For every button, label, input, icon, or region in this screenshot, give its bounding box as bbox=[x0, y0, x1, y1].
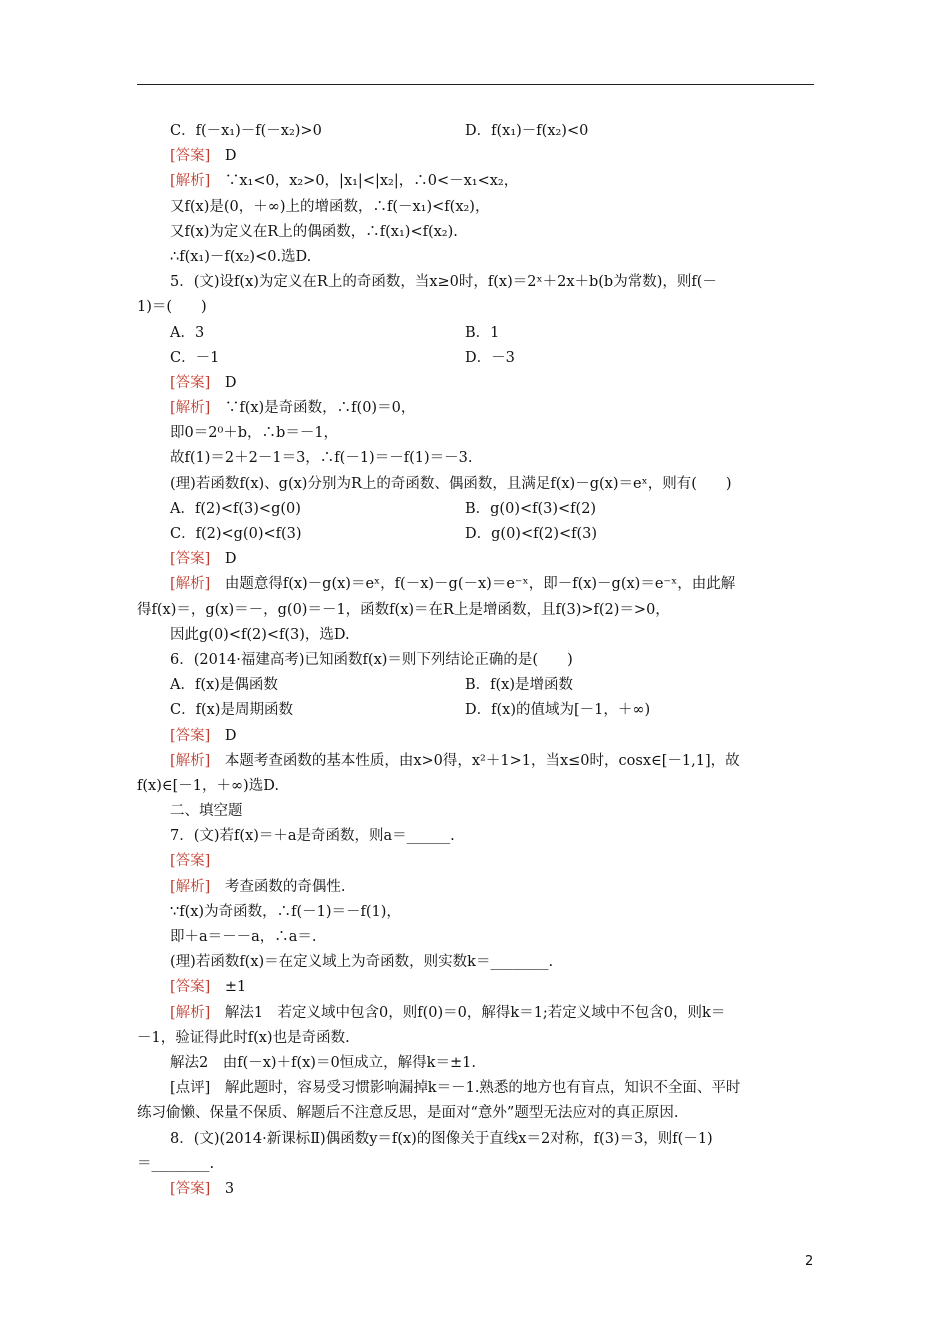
option-right: D．g(0)<f(2)<f(3) bbox=[465, 526, 598, 542]
section-tag: [解析] bbox=[170, 878, 211, 895]
header-rule bbox=[137, 84, 814, 85]
line-text: 得f(x)＝，g(x)＝－，g(0)＝－1，函数f(x)＝在R上是增函数，且f(3)>f(2)＝>0， bbox=[137, 601, 670, 618]
text-line bbox=[0, 270, 950, 295]
text-line bbox=[0, 421, 950, 446]
text-line bbox=[0, 169, 950, 194]
text-line bbox=[0, 1076, 950, 1101]
option-left: A．f(2)<f(3)<g(0) bbox=[170, 500, 301, 517]
option-right: D．f(x)的值域为[－1，＋∞) bbox=[465, 702, 651, 719]
option-left: A．3 bbox=[170, 324, 205, 341]
option-left: C．f(2)<g(0)<f(3) bbox=[170, 526, 302, 542]
line-text: 7．(文)若f(x)＝＋a是奇函数，则a＝______. bbox=[170, 828, 455, 845]
line-text: 又f(x)为定义在R上的偶函数，∴f(x₁)<f(x₂). bbox=[170, 223, 458, 240]
section-tag: [答案] bbox=[170, 374, 211, 391]
section-tag: [解析] bbox=[170, 400, 211, 417]
section-tag: [答案] bbox=[170, 979, 211, 996]
text-line bbox=[0, 472, 950, 497]
section-tag: [答案] bbox=[170, 148, 211, 165]
line-text: 故f(1)＝2＋2－1＝3，∴f(－1)＝－f(1)＝－3. bbox=[170, 450, 473, 467]
option-left: C．f(x)是周期函数 bbox=[170, 702, 293, 719]
text-line bbox=[0, 396, 950, 421]
line-text: D bbox=[210, 374, 237, 391]
line-text: 二、填空题 bbox=[170, 803, 243, 820]
line-text: ＝________. bbox=[137, 1155, 215, 1172]
section-tag: [解析] bbox=[170, 752, 211, 769]
option-right: B．g(0)<f(3)<f(2) bbox=[465, 500, 597, 517]
text-line bbox=[0, 1177, 950, 1202]
line-text: ∵f(x)是奇函数，∴f(0)＝0， bbox=[210, 400, 416, 417]
text-line bbox=[0, 497, 950, 522]
line-text: ∴f(x₁)－f(x₂)<0.选D. bbox=[170, 248, 312, 265]
line-text: [点评] 解此题时，容易受习惯影响漏掉k＝－1.熟悉的地方也有盲点，知识不全面、平时 bbox=[170, 1080, 741, 1097]
text-line bbox=[0, 849, 950, 874]
text-line bbox=[0, 547, 950, 572]
line-text: 解法2 由f(－x)＋f(x)＝0恒成立，解得k＝±1. bbox=[170, 1054, 476, 1071]
line-text: 因此g(0)<f(2)<f(3)，选D. bbox=[170, 626, 350, 643]
page-number: 2 bbox=[805, 1254, 814, 1269]
text-line bbox=[0, 119, 950, 144]
text-line bbox=[0, 1001, 950, 1026]
text-line bbox=[0, 321, 950, 346]
text-line bbox=[0, 900, 950, 925]
text-line bbox=[0, 144, 950, 169]
line-text: ∵x₁<0，x₂>0，|x₁|<|x₂|，∴0<－x₁<x₂， bbox=[210, 173, 519, 190]
text-line bbox=[0, 572, 950, 597]
line-text: 解法1 若定义域中包含0，则f(0)＝0，解得k＝1;若定义域中不包含0，则k＝ bbox=[210, 1004, 726, 1021]
line-text: 8．(文)(2014·新课标Ⅱ)偶函数y＝f(x)的图像关于直线x＝2对称，f(3)＝3，则f(－1) bbox=[170, 1130, 713, 1147]
document-body bbox=[0, 119, 950, 1202]
section-tag: [解析] bbox=[170, 1004, 211, 1021]
section-tag: [答案] bbox=[170, 853, 211, 870]
option-left: C．－1 bbox=[170, 349, 220, 366]
option-left: A．f(x)是偶函数 bbox=[170, 677, 278, 694]
option-right: B．1 bbox=[465, 324, 500, 341]
section-tag: [答案] bbox=[170, 727, 211, 744]
text-line bbox=[0, 1051, 950, 1076]
text-line bbox=[0, 925, 950, 950]
line-text: 即0＝2⁰＋b，∴b＝－1， bbox=[170, 425, 339, 442]
text-line bbox=[0, 749, 950, 774]
text-line bbox=[0, 598, 950, 623]
text-line bbox=[0, 220, 950, 245]
text-line bbox=[0, 1152, 950, 1177]
text-line bbox=[0, 195, 950, 220]
line-text: 3 bbox=[210, 1180, 235, 1197]
line-text: 5．(文)设f(x)为定义在R上的奇函数，当x≥0时，f(x)＝2ˣ＋2x＋b(b为常数)，则f(－ bbox=[170, 274, 717, 291]
line-text: (理)若函数f(x)＝在定义域上为奇函数，则实数k＝________. bbox=[170, 954, 554, 971]
text-line bbox=[0, 1127, 950, 1152]
line-text: 练习偷懒、保量不保质、解题后不注意反思，是面对“意外”题型无法应对的真正原因. bbox=[137, 1105, 679, 1122]
option-right: D．f(x₁)－f(x₂)<0 bbox=[465, 123, 589, 139]
option-right: B．f(x)是增函数 bbox=[465, 677, 574, 694]
text-line bbox=[0, 698, 950, 723]
line-text: －1，验证得此时f(x)也是奇函数. bbox=[137, 1029, 350, 1046]
line-text: (理)若函数f(x)、g(x)分别为R上的奇函数、偶函数，且满足f(x)－g(x)＝eˣ，则有( ) bbox=[170, 475, 732, 492]
text-line bbox=[0, 371, 950, 396]
text-line bbox=[0, 875, 950, 900]
line-text: D bbox=[210, 148, 237, 165]
line-text: 1)＝( ) bbox=[137, 299, 207, 316]
line-text: 由题意得f(x)－g(x)＝eˣ，f(－x)－g(－x)＝e⁻ˣ，即－f(x)－g(x)＝e⁻ˣ，由此解 bbox=[210, 576, 736, 593]
text-line bbox=[0, 623, 950, 648]
text-line bbox=[0, 648, 950, 673]
line-text: 考查函数的奇偶性. bbox=[210, 878, 346, 895]
section-tag: [解析] bbox=[170, 173, 211, 190]
option-right: D．－3 bbox=[465, 349, 515, 366]
text-line bbox=[0, 295, 950, 320]
line-text: 即＋a＝－－a，∴a＝. bbox=[170, 929, 317, 945]
text-line bbox=[0, 673, 950, 698]
text-line bbox=[0, 245, 950, 270]
line-text: D bbox=[210, 551, 237, 568]
line-text: 又f(x)是(0，＋∞)上的增函数，∴f(－x₁)<f(x₂)， bbox=[170, 198, 490, 215]
text-line bbox=[0, 799, 950, 824]
section-tag: [答案] bbox=[170, 551, 211, 568]
line-text: f(x)∈[－1，＋∞)选D. bbox=[137, 777, 279, 794]
text-line bbox=[0, 1026, 950, 1051]
text-line bbox=[0, 724, 950, 749]
text-line bbox=[0, 522, 950, 547]
text-line bbox=[0, 346, 950, 371]
line-text: ∵f(x)为奇函数，∴f(－1)＝－f(1)， bbox=[170, 903, 401, 920]
line-text: 本题考查函数的基本性质，由x>0得，x²＋1>1，当x≤0时，cosx∈[－1,1]，故 bbox=[210, 752, 740, 769]
section-tag: [答案] bbox=[170, 1180, 211, 1197]
option-left: C．f(－x₁)－f(－x₂)>0 bbox=[170, 123, 322, 139]
line-text: D bbox=[210, 727, 237, 744]
section-tag: [解析] bbox=[170, 576, 211, 593]
text-line bbox=[0, 975, 950, 1000]
line-text: ±1 bbox=[210, 979, 247, 996]
line-text: 6．(2014·福建高考)已知函数f(x)＝则下列结论正确的是( ) bbox=[170, 651, 573, 668]
text-line bbox=[0, 1101, 950, 1126]
text-line bbox=[0, 950, 950, 975]
text-line bbox=[0, 446, 950, 471]
text-line bbox=[0, 824, 950, 849]
text-line bbox=[0, 774, 950, 799]
